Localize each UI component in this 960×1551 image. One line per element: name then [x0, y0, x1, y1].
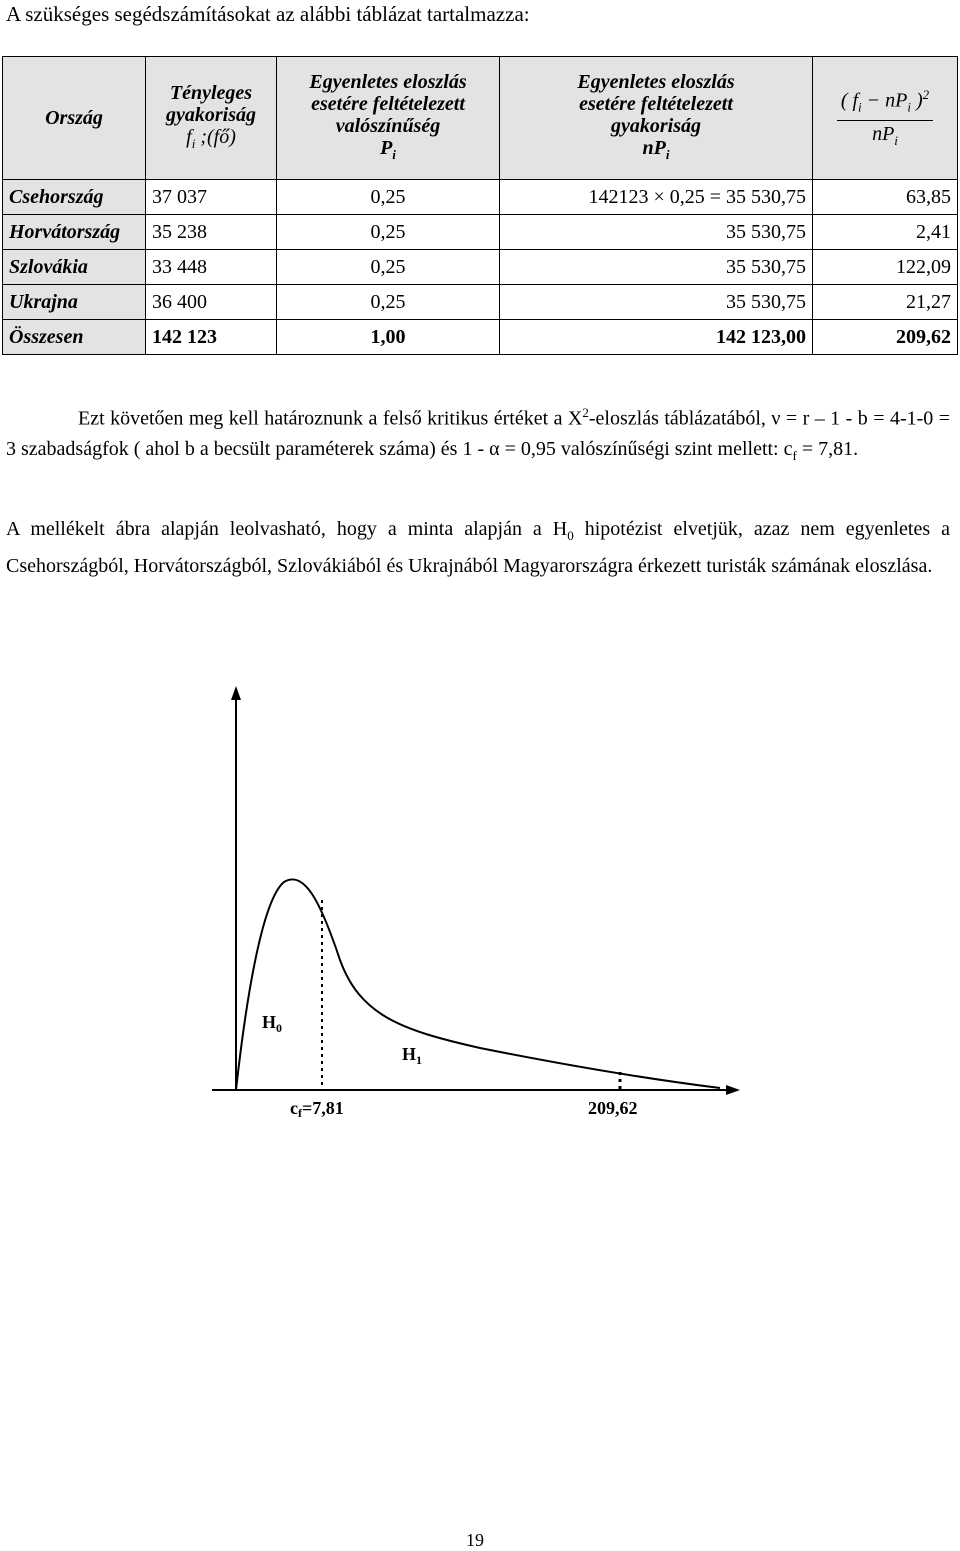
h1-label: $H_1$ [402, 1044, 423, 1067]
page-number: 19 [466, 1530, 484, 1550]
intro-text: A szükséges segédszámításokat az alábbi táblázat tartalmazza: [6, 2, 530, 26]
row-freq: 35 530,75 [500, 215, 813, 250]
total-prob: 1,00 [277, 320, 500, 355]
row-prob: 0,25 [277, 250, 500, 285]
row-country: Szlovákia [3, 250, 146, 285]
x-axis-arrow [726, 1085, 740, 1095]
row-freq: 142123 × 0,25 = 35 530,75 [500, 180, 813, 215]
total-label: Összesen [3, 320, 146, 355]
row-chi: 122,09 [813, 250, 958, 285]
critical-value-paragraph: Ezt követően meg kell határoznunk a felső kritikus értéket a $X^2$-eloszlás táblázatából, ν = r – 1 - b = 4-1-0 = 3 szabadságfok ( ahol b a becsült paraméterek száma) és 1 - α = 0,95 valószínűségi szint mellett: $c_f = 7,81$. [6, 405, 951, 463]
row-actual: 37 037 [146, 180, 277, 215]
critical-value-label: cf=7,81 [290, 1098, 344, 1120]
row-country: Horvátország [3, 215, 146, 250]
row-freq: 35 530,75 [500, 285, 813, 320]
row-prob: 0,25 [277, 215, 500, 250]
total-freq: 142 123,00 [500, 320, 813, 355]
row-freq: 35 530,75 [500, 250, 813, 285]
h0-label: $H_0$ [262, 1012, 283, 1035]
row-prob: 0,25 [277, 180, 500, 215]
row-chi: 2,41 [813, 215, 958, 250]
row-chi: 21,27 [813, 285, 958, 320]
row-chi: 63,85 [813, 180, 958, 215]
row-actual: 35 238 [146, 215, 277, 250]
row-country: Ukrajna [3, 285, 146, 320]
header-country: Ország [3, 57, 146, 180]
test-statistic-label: 209,62 [588, 1098, 638, 1118]
row-actual: 36 400 [146, 285, 277, 320]
y-axis-arrow [231, 686, 241, 700]
density-curve [236, 879, 720, 1090]
conclusion-paragraph: A mellékelt ábra alapján leolvasható, hogy a minta alapján a $H_0$ hipotézist elvetjük, azaz nem egyenletes a Csehországból, Horvátországból, Szlovákiából és Ukrajnából Magyarországra érkezett turisták számának eloszlása. [6, 518, 950, 577]
total-chi: 209,62 [813, 320, 958, 355]
chi-formula: $\frac{( f_i - nP_i )^2}{nP_i}$ [837, 84, 933, 152]
row-country: Csehország [3, 180, 146, 215]
row-prob: 0,25 [277, 285, 500, 320]
header-actual-frequency: Tényleges gyakoriság $f_i$ ;(fő) [146, 57, 277, 180]
header-expected-probability: Egyenletes eloszlás esetére feltételezett valószínűség $P_i$ [277, 57, 500, 180]
total-actual: 142 123 [146, 320, 277, 355]
header-expected-frequency: Egyenletes eloszlás esetére feltételezett gyakoriság $nP_i$ [500, 57, 813, 180]
row-actual: 33 448 [146, 250, 277, 285]
